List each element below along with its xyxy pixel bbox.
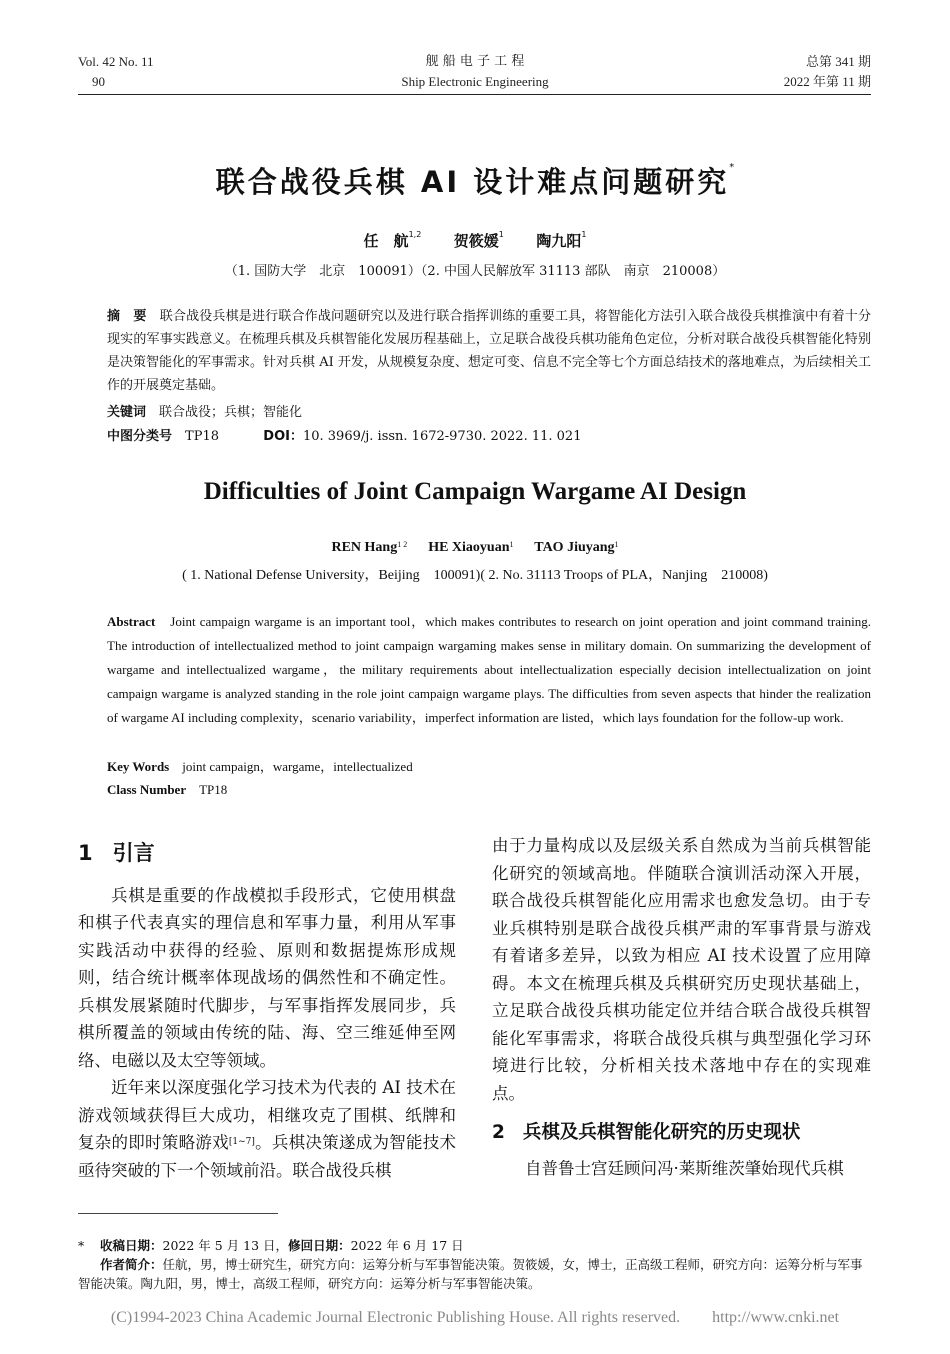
affiliations-en: ( 1. National Defense University，Beijing 100091)( 2. No. 31113 Troops of PLA，Nanjing 210008) [182,568,768,583]
journal-name-cn: 舰 船 电 子 工 程 [425,54,525,69]
author-name: 陶九阳 [536,232,582,250]
paragraph: 自普鲁士宫廷顾问冯·莱斯维茨肇始现代兵棋 [525,1158,844,1178]
paragraph: 兵棋是重要的作战模拟手段形式，它使用棋盘和棋子代表真实的理信息和军事力量，利用从军事实践活动中获得的经验、原则和数据提炼形成规则，结合统计概率体现战场的偶然性和不确定性。兵棋发展紧随时代脚步，与军事指挥发展同步，兵棋所覆盖的领域由传统的陆、海、空三维延伸至网络、电磁以及太空等领域。 [78,885,456,1070]
issue-date: 2022 年第 11 期 [783,74,871,89]
doi-label: DOI： [263,429,303,444]
section-number: 1 [78,841,93,865]
paragraph [78,1074,456,1184]
total-issue: 总第 341 期 [805,54,871,69]
author-affil: 1 [509,540,514,549]
abstract-label: 摘 要 [107,309,147,324]
classification-en [107,778,871,802]
affiliations-cn: （1. 国防大学 北京 100091）（2. 中国人民解放军 31113 部队 南京 210008） [224,264,726,279]
authors-en [0,540,950,556]
class-label: 中图分类号 [107,429,173,444]
author-name: 贺筱媛 [453,232,499,250]
keywords-en [107,755,871,779]
author-name: TAO Jiuyang [534,540,615,555]
paragraph-text: 。兵棋决策遂成为智能技术亟待突破的下一个领域前沿。联合战役兵棋 [78,1133,457,1180]
abstract-en [107,610,871,730]
author-name: 任 航 [363,232,409,250]
author-affil: 1 [581,230,587,239]
section-1-heading [78,840,456,868]
footnote [78,1236,871,1293]
title-footnote-mark: * [729,162,735,173]
class-text: TP18 [185,429,219,444]
keywords-text: joint campaign，wargame，intellectualized [182,759,413,774]
section-number: 2 [492,1122,505,1143]
volume-number: Vol. 42 No. 11 [78,54,154,69]
footnote-mark: * [78,1238,85,1253]
author-name: HE Xiaoyuan [428,540,510,555]
revised-date: 2022 年 6 月 17 日 [350,1238,464,1253]
citation: [1~7] [228,1137,255,1147]
author-affil: 1 2 [397,540,408,549]
author-affil: 1,2 [408,230,422,239]
journal-name-en: Ship Electronic Engineering [401,74,549,89]
footnote-rule [78,1213,278,1214]
page-number: 90 [92,74,105,89]
received-label: 收稿日期： [100,1238,163,1253]
abstract-label: Abstract [107,614,156,629]
author-affil: 1 [614,540,619,549]
revised-label: 修回日期： [288,1238,351,1253]
paper-title-cn [0,160,950,201]
classification-cn [107,425,871,448]
paragraph: 由于力量构成以及层级关系自然成为当前兵棋智能化研究的领域高地。伴随联合演训活动深入开展，联合战役兵棋智能化应用需求也愈发急切。由于专业兵棋特别是联合战役兵棋严肃的军事背景与游戏有着诸多差异，以致为相应 AI 技术设置了应用障碍。本文在梳理兵棋及兵棋研究历史现状基础上，立足联合战役兵棋功能定位并结合联合战役兵棋智能化军事需求，将联合战役兵棋与典型强化学习环境进行比较，分析相关技术落地中存在的实现难点。 [492,836,871,1103]
authors-cn [0,230,950,251]
section-title: 引言 [112,841,155,865]
class-text: TP18 [199,782,228,797]
paper-title-en: Difficulties of Joint Campaign Wargame AI Design [203,478,747,505]
left-column [78,840,456,1184]
right-column [492,832,871,1182]
bio-label: 作者简介： [100,1257,163,1272]
keywords-cn [107,401,871,424]
paragraph-text: 近年来以深度强化学习技术为代表的 AI 技术在游戏领域获得巨大成功，相继攻克了围棋、纸牌和复杂的即时策略游戏 [78,1078,456,1152]
title-text: 联合战役兵棋 AI 设计难点问题研究 [215,165,730,199]
header-rule [78,94,871,95]
keywords-label: 关键词 [107,405,147,420]
author-affil: 1 [498,230,504,239]
section-title: 兵棋及兵棋智能化研究的历史现状 [522,1122,801,1143]
copyright-watermark: (C)1994-2023 China Academic Journal Electronic Publishing House. All rights reserved. http://www.cnki.net [110,1309,840,1326]
doi-text: 10. 3969/j. issn. 1672-9730. 2022. 11. 021 [302,429,582,444]
keywords-text: 联合战役；兵棋；智能化 [159,405,303,420]
abstract-text: 联合战役兵棋是进行联合作战问题研究以及进行联合指挥训练的重要工具，将智能化方法引入联合战役兵棋推演中有着十分现实的军事实践意义。在梳理兵棋及兵棋智能化发展历程基础上，立足联合战役兵棋功能角色定位，分析对联合战役兵棋智能化特别是决策智能化的军事需求。针对兵棋 AI 开发，从规模复杂度、想定可变、信息不完全等七个方面总结技术的落地难点，为后续相关工作的开展奠定基础。 [107,309,871,393]
received-date: 2022 年 5 月 13 日， [162,1238,289,1253]
section-2-heading [492,1119,871,1147]
class-label: Class Number [107,782,187,797]
abstract-cn [107,305,871,397]
author-name: REN Hang [331,540,398,555]
abstract-text: Joint campaign wargame is an important tool，which makes contributes to research on joint operation and joint command training. The introduction of intellectualized method to joint campaign wargaming makes sense in military domain. On summarizing the development of wargame and intellectualized wargame，the military requirements about intellectualization especially decision intellectualization on joint campaign wargame is analyzed standing in the role joint campaign wargame plays. The difficulties from seven aspects that hinder the realization of wargame AI including complexity，scenario variability，imperfect information are listed，which lays foundation for the follow-up work. [107,614,871,725]
bio-text: 任航，男，博士研究生，研究方向：运筹分析与军事智能决策。贺筱媛，女，博士，正高级工程师，研究方向：运筹分析与军事智能决策。陶九阳，男，博士，高级工程师，研究方向：运筹分析与军事智能决策。 [78,1257,863,1291]
keywords-label: Key Words [107,759,170,774]
